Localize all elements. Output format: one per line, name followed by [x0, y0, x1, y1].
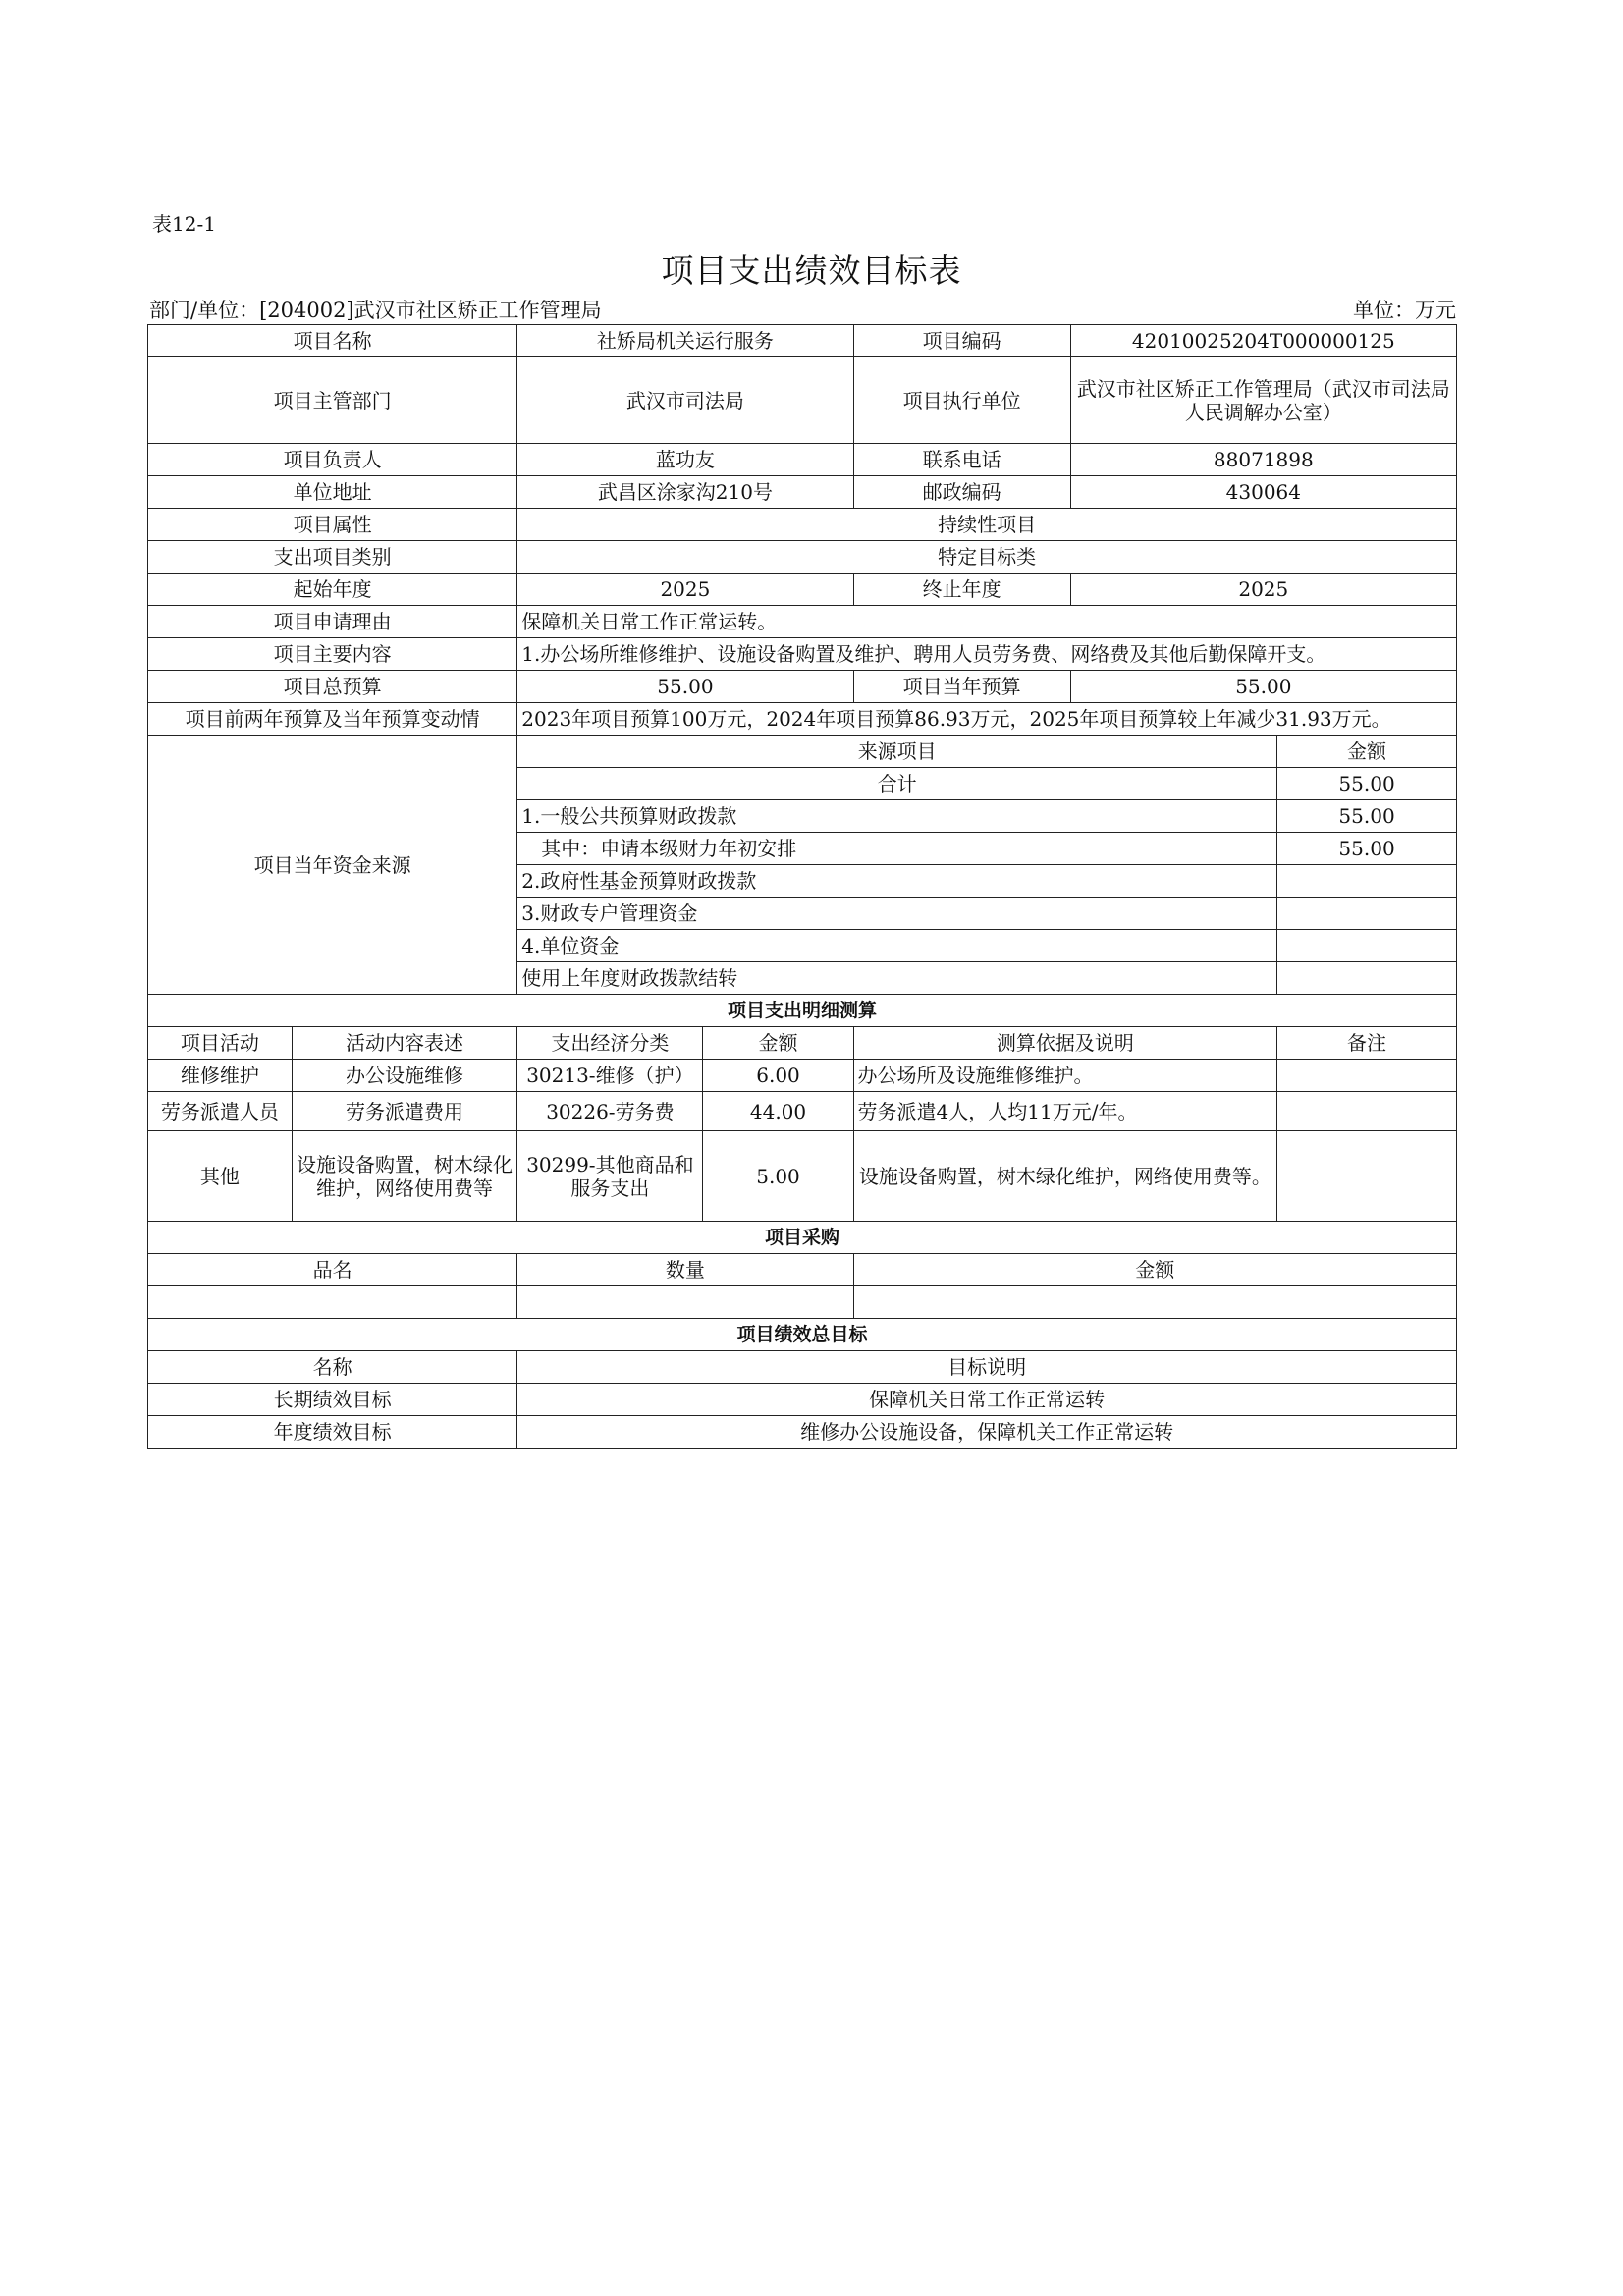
detail-desc: 办公设施维修: [292, 1060, 517, 1092]
funding-name: 其中：申请本级财力年初安排: [517, 833, 1277, 865]
procurement-header-row: [148, 1254, 1457, 1286]
row-budget-change: [148, 703, 1457, 736]
row-project-name: [148, 325, 1457, 357]
value-reason: 保障机关日常工作正常运转。: [517, 606, 1457, 638]
funding-amount: [1277, 930, 1457, 962]
funding-amount: [1277, 962, 1457, 995]
detail-econ: 30299-其他商品和服务支出: [517, 1131, 703, 1222]
row-dept: [148, 357, 1457, 444]
value-exec-unit: 武汉市社区矫正工作管理局（武汉市司法局人民调解办公室）: [1070, 357, 1456, 444]
label-address: 单位地址: [148, 476, 517, 509]
detail-header-cell: 测算依据及说明: [853, 1027, 1277, 1060]
detail-header-cell: 备注: [1277, 1027, 1457, 1060]
goal-annual-label: 年度绩效目标: [148, 1416, 517, 1449]
currency-unit: 单位：万元: [1353, 299, 1456, 322]
procurement-header-cell: 数量: [517, 1254, 853, 1286]
value-end-year: 2025: [1070, 574, 1456, 606]
detail-activity: 其他: [148, 1131, 293, 1222]
value-project-code: 42010025204T000000125: [1070, 325, 1456, 357]
value-category: 特定目标类: [517, 541, 1457, 574]
detail-header-cell: 金额: [703, 1027, 853, 1060]
label-reason: 项目申请理由: [148, 606, 517, 638]
label-zip: 邮政编码: [853, 476, 1070, 509]
detail-econ: 30213-维修（护）: [517, 1060, 703, 1092]
row-years: [148, 574, 1457, 606]
section-goals-title: 项目绩效总目标: [148, 1319, 1457, 1351]
label-project-code: 项目编码: [853, 325, 1070, 357]
row-attr: [148, 509, 1457, 541]
funding-amount: [1277, 898, 1457, 930]
goals-row: [148, 1416, 1457, 1449]
value-phone: 88071898: [1070, 444, 1456, 476]
detail-activity: 劳务派遣人员: [148, 1092, 293, 1131]
detail-header-cell: 支出经济分类: [517, 1027, 703, 1060]
value-total-budget: 55.00: [517, 671, 853, 703]
row-funding-header: [148, 736, 1457, 768]
detail-row: [148, 1092, 1457, 1131]
row-leader: [148, 444, 1457, 476]
funding-name: 合计: [517, 768, 1277, 800]
label-attr: 项目属性: [148, 509, 517, 541]
goal-long-label: 长期绩效目标: [148, 1384, 517, 1416]
label-funding-source: 项目当年资金来源: [148, 736, 517, 995]
row-content: [148, 638, 1457, 671]
detail-econ: 30226-劳务费: [517, 1092, 703, 1131]
value-project-name: 社矫局机关运行服务: [517, 325, 853, 357]
detail-activity: 维修维护: [148, 1060, 293, 1092]
dept-unit: 部门/单位：[204002]武汉市社区矫正工作管理局: [149, 299, 602, 322]
value-address: 武昌区涂家沟210号: [517, 476, 853, 509]
label-project-name: 项目名称: [148, 325, 517, 357]
goals-desc-header: 目标说明: [517, 1351, 1457, 1384]
row-goals-section: [148, 1319, 1457, 1351]
procurement-cell: [517, 1286, 853, 1319]
detail-header-cell: 活动内容表述: [292, 1027, 517, 1060]
label-current-budget: 项目当年预算: [853, 671, 1070, 703]
funding-amount: 55.00: [1277, 768, 1457, 800]
goal-long-text: 保障机关日常工作正常运转: [517, 1384, 1457, 1416]
detail-basis: 劳务派遣4人，人均11万元/年。: [853, 1092, 1277, 1131]
table-number: 表12-1: [152, 212, 216, 236]
row-address: [148, 476, 1457, 509]
procurement-header-cell: 品名: [148, 1254, 517, 1286]
goals-row: [148, 1384, 1457, 1416]
performance-target-table: [147, 324, 1457, 1449]
funding-name: 3.财政专户管理资金: [517, 898, 1277, 930]
funding-name: 1.一般公共预算财政拨款: [517, 800, 1277, 833]
detail-desc: 劳务派遣费用: [292, 1092, 517, 1131]
row-detail-section: [148, 995, 1457, 1027]
label-content: 项目主要内容: [148, 638, 517, 671]
funding-amount: [1277, 865, 1457, 898]
value-start-year: 2025: [517, 574, 853, 606]
row-category: [148, 541, 1457, 574]
row-procurement-section: [148, 1222, 1457, 1254]
detail-header-cell: 项目活动: [148, 1027, 293, 1060]
label-end-year: 终止年度: [853, 574, 1070, 606]
detail-amount: 5.00: [703, 1131, 853, 1222]
detail-row: [148, 1131, 1457, 1222]
label-start-year: 起始年度: [148, 574, 517, 606]
detail-note: [1277, 1092, 1457, 1131]
procurement-header-cell: 金额: [853, 1254, 1456, 1286]
label-budget-change: 项目前两年预算及当年预算变动情: [148, 703, 517, 736]
detail-basis: 办公场所及设施维修维护。: [853, 1060, 1277, 1092]
detail-amount: 6.00: [703, 1060, 853, 1092]
section-detail-title: 项目支出明细测算: [148, 995, 1457, 1027]
value-leader: 蓝功友: [517, 444, 853, 476]
procurement-row: [148, 1286, 1457, 1319]
procurement-cell: [148, 1286, 517, 1319]
goal-annual-text: 维修办公设施设备，保障机关工作正常运转: [517, 1416, 1457, 1449]
detail-note: [1277, 1060, 1457, 1092]
label-dept: 项目主管部门: [148, 357, 517, 444]
value-content: 1.办公场所维修维护、设施设备购置及维护、聘用人员劳务费、网络费及其他后勤保障开支。: [517, 638, 1457, 671]
label-exec-unit: 项目执行单位: [853, 357, 1070, 444]
label-category: 支出项目类别: [148, 541, 517, 574]
goals-header-row: [148, 1351, 1457, 1384]
detail-desc: 设施设备购置，树木绿化维护，网络使用费等: [292, 1131, 517, 1222]
value-attr: 持续性项目: [517, 509, 1457, 541]
detail-row: [148, 1060, 1457, 1092]
section-procurement-title: 项目采购: [148, 1222, 1457, 1254]
label-phone: 联系电话: [853, 444, 1070, 476]
label-total-budget: 项目总预算: [148, 671, 517, 703]
detail-note: [1277, 1131, 1457, 1222]
funding-name: 4.单位资金: [517, 930, 1277, 962]
funding-source-header: 来源项目: [517, 736, 1277, 768]
funding-name: 2.政府性基金预算财政拨款: [517, 865, 1277, 898]
detail-header-row: [148, 1027, 1457, 1060]
detail-amount: 44.00: [703, 1092, 853, 1131]
value-dept: 武汉市司法局: [517, 357, 853, 444]
label-leader: 项目负责人: [148, 444, 517, 476]
value-zip: 430064: [1070, 476, 1456, 509]
funding-amount: 55.00: [1277, 800, 1457, 833]
row-reason: [148, 606, 1457, 638]
row-budget: [148, 671, 1457, 703]
funding-amount: 55.00: [1277, 833, 1457, 865]
value-budget-change: 2023年项目预算100万元，2024年项目预算86.93万元，2025年项目预算较上年减少31.93万元。: [517, 703, 1457, 736]
funding-name: 使用上年度财政拨款结转: [517, 962, 1277, 995]
goals-name-header: 名称: [148, 1351, 517, 1384]
procurement-cell: [853, 1286, 1456, 1319]
detail-basis: 设施设备购置，树木绿化维护，网络使用费等。: [853, 1131, 1277, 1222]
page-title: 项目支出绩效目标表: [661, 251, 962, 290]
funding-amount-header: 金额: [1277, 736, 1457, 768]
value-current-budget: 55.00: [1070, 671, 1456, 703]
